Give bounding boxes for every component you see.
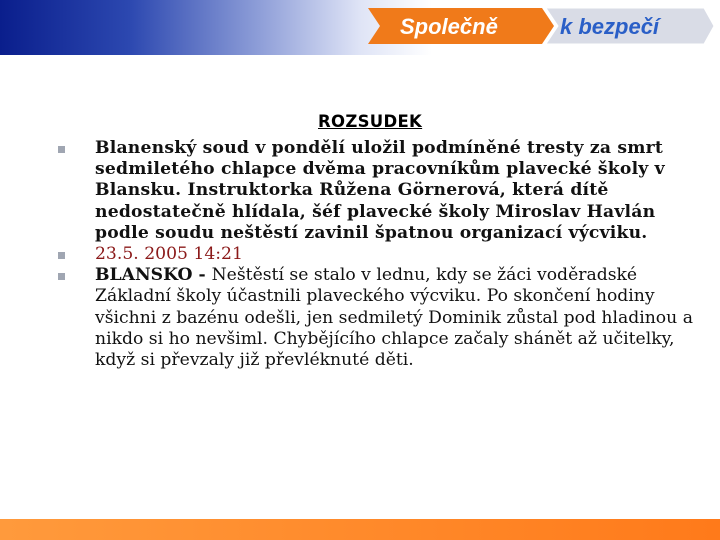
list-item-date bbox=[58, 244, 708, 265]
footer-bar bbox=[0, 519, 720, 540]
square-bullet-icon bbox=[58, 146, 65, 153]
dateline: BLANSKO - bbox=[95, 265, 212, 286]
article-list bbox=[58, 138, 708, 371]
logo-word-2: k bezpečí bbox=[560, 14, 660, 39]
list-item-summary bbox=[58, 138, 708, 244]
summary-text: Blanenský soud v pondělí uložil podmíněné tresty za smrt sedmiletého chlapce dvěma pracovníkům plavecké školy v Blansku. Instruktorka Růžena Görnerová, která dítě nedostatečně hlídala, šéf plavecké školy Miroslav Havlán podle soudu neštěstí zavinil špatnou organizací výcviku. bbox=[95, 138, 665, 243]
header-banner bbox=[0, 0, 720, 55]
logo-word-1: Společně bbox=[400, 14, 498, 39]
list-item-body bbox=[58, 265, 708, 371]
body-text: Neštěstí se stalo v lednu, kdy se žáci voděradské Základní školy účastnili plaveckého výcviku. Po skončení hodiny všichni z bazénu odešli, jen sedmiletý Dominik zůstal pod hladinou a nikdo si ho nevšiml. Chybějícího chlapce začaly shánět až učitelky, když si převzaly již převléknuté děti. bbox=[95, 265, 693, 371]
square-bullet-icon bbox=[58, 252, 65, 259]
square-bullet-icon bbox=[58, 273, 65, 280]
spolecne-k-bezpeci-logo bbox=[364, 6, 716, 46]
date-text: 23.5. 2005 14:21 bbox=[95, 244, 243, 265]
article-title: ROZSUDEK bbox=[318, 112, 423, 131]
